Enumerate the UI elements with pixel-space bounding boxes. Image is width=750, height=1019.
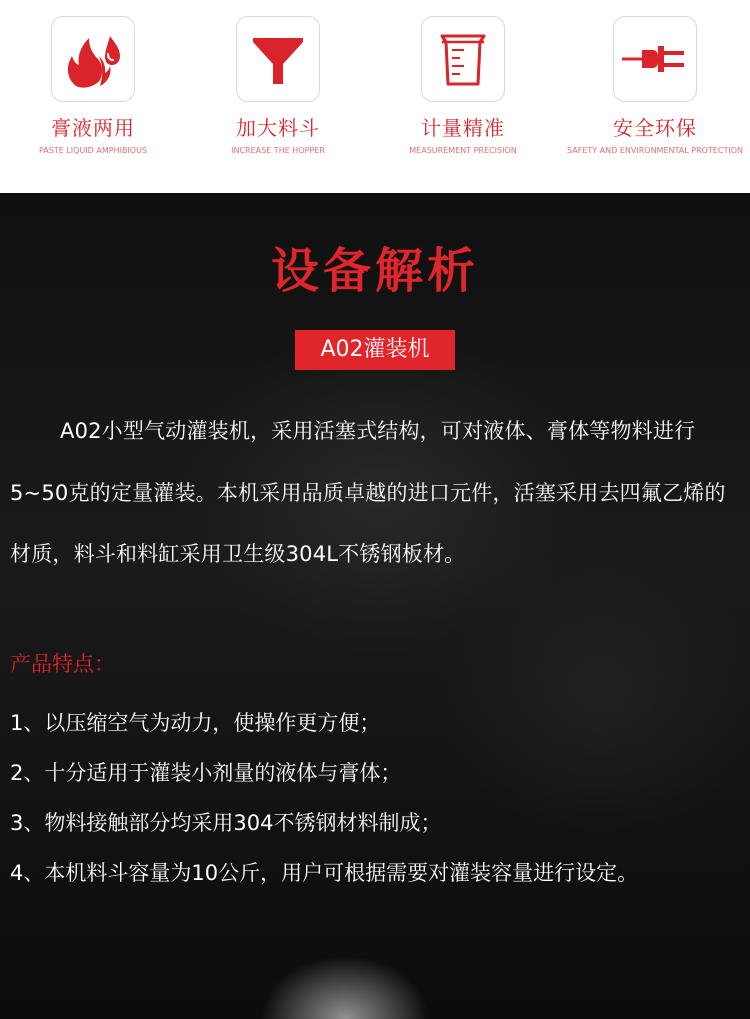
feature-safety — [562, 16, 748, 156]
feature-title: 膏液两用 — [51, 116, 135, 140]
feature-strip — [0, 0, 750, 193]
measuring-beaker-icon — [432, 28, 494, 90]
list-item: 1、以压缩空气为动力，使操作更方便； — [10, 711, 381, 735]
feature-icon-box — [236, 16, 320, 102]
plug-icon — [620, 28, 690, 90]
feature-icon-box — [51, 16, 135, 102]
feature-subtitle: PASTE LIQUID AMPHIBIOUS — [38, 146, 148, 155]
feature-measurement — [370, 16, 556, 156]
flame-drop-icon — [62, 28, 124, 90]
feature-title: 安全环保 — [613, 116, 697, 140]
feature-icon-box — [613, 16, 697, 102]
feature-subtitle: INCREASE THE HOPPER — [231, 146, 325, 155]
model-badge: A02灌装机 — [295, 330, 455, 370]
feature-title: 加大料斗 — [236, 116, 320, 140]
product-description: A02小型气动灌装机，采用活塞式结构，可对液体、膏体等物料进行5~50克的定量灌装。本机采用品质卓越的进口元件，活塞采用去四氟乙烯的材质，料斗和料缸采用卫生级304L不锈钢板材。 — [10, 419, 726, 566]
section-title: 设备解析 — [270, 243, 479, 299]
list-item: 4、本机料斗容量为10公斤，用户可根据需要对灌装容量进行设定。 — [10, 861, 639, 885]
feature-title: 计量精准 — [421, 116, 505, 140]
feature-icon-box — [421, 16, 505, 102]
funnel-icon — [247, 28, 309, 90]
feature-paste-liquid — [0, 16, 186, 156]
feature-subtitle: SAFETY AND ENVIRONMENTAL PROTECTION — [567, 146, 743, 155]
features-label: 产品特点： — [10, 652, 115, 676]
list-item: 2、十分适用于灌装小剂量的液体与膏体； — [10, 761, 402, 785]
feature-subtitle: MEASUREMENT PRECISION — [409, 146, 517, 155]
list-item: 3、物料接触部分均采用304不锈钢材料制成； — [10, 811, 442, 835]
equipment-analysis-section — [0, 193, 750, 1019]
feature-list — [10, 698, 742, 898]
feature-hopper — [185, 16, 371, 156]
